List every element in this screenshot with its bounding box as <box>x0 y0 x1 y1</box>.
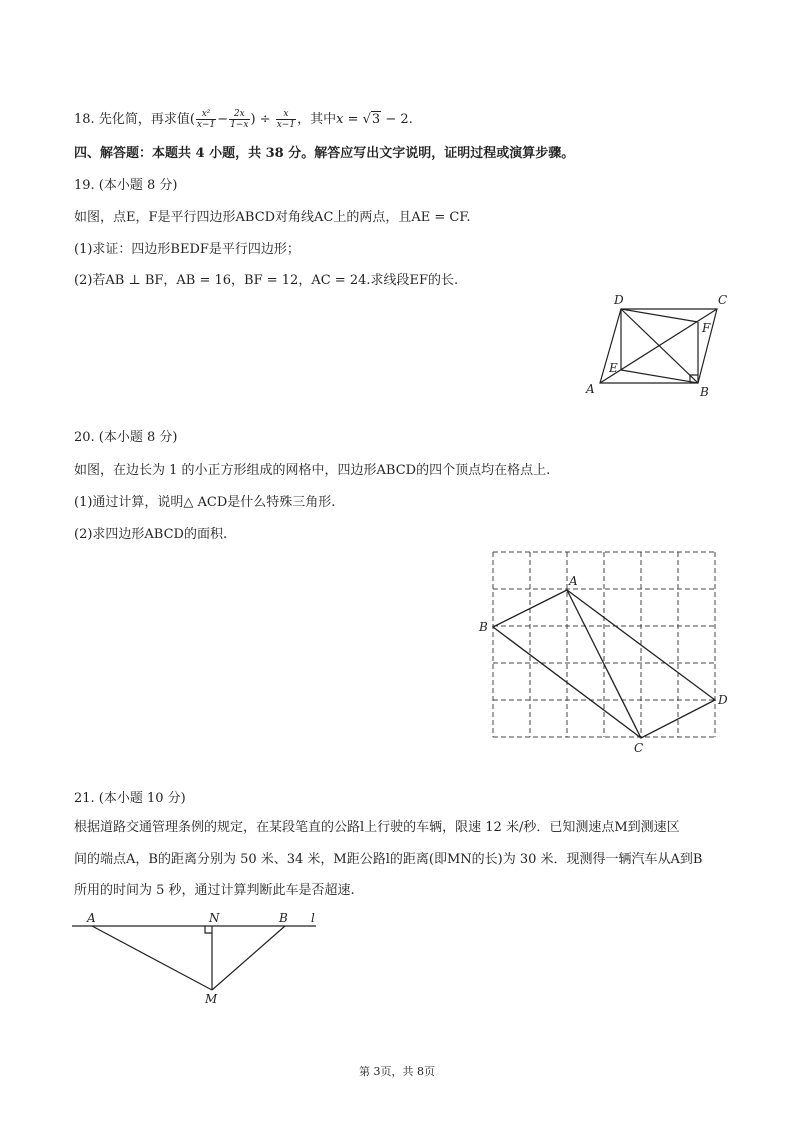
q19-part2: (2)若AB ⊥ BF，AB = 16，BF = 12，AC = 24.求线段EF的长. <box>74 273 459 288</box>
q21-line2: 间的端点A，B的距离分别为 50 米、34 米，M距公路l的距离(即MN的长)为 30 米．现测得一辆汽车从A到B <box>74 852 703 867</box>
label-m: M <box>205 992 218 1006</box>
q19-stem: 如图，点E，F是平行四边形ABCD对角线AC上的两点，且AE = CF. <box>74 210 471 225</box>
label-d: D <box>614 293 624 307</box>
q21-header: 21. (本小题 10 分) <box>74 791 186 806</box>
q19-part1: (1)求证：四边形BEDF是平行四边形； <box>74 242 300 257</box>
page-footer: 第 3页，共 8页 <box>359 1065 435 1078</box>
label-c: C <box>634 741 644 755</box>
label-f: F <box>702 321 711 335</box>
q18-fraction-2: $\frac{2x}{1-x}$ <box>230 109 249 130</box>
label-n: N <box>209 911 220 925</box>
q18-line: 18. 先化简，再求值( $\frac{\text{x²}}{x-1}$ − $\frac{2x}{1-x}$ ) ÷ $\frac{x}{x-1}$ ，其中x = √3 − 2. <box>74 109 413 130</box>
q20-stem: 如图，在边长为 1 的小正方形组成的网格中，四边形ABCD的四个顶点均在格点上. <box>74 463 551 478</box>
label-b: B <box>700 385 709 399</box>
q19-header: 19. (本小题 8 分) <box>74 178 178 193</box>
sqrt-symbol: √ <box>362 112 371 127</box>
label-b: B <box>479 620 488 634</box>
label-a: A <box>569 574 578 588</box>
section-4-heading: 四、解答题：本题共 4 小题，共 38 分。解答应写出文字说明，证明过程或演算步骤。 <box>74 146 575 161</box>
label-a: A <box>87 911 96 925</box>
q18-number: 18. <box>74 112 95 127</box>
segment-am <box>92 926 212 990</box>
label-a: A <box>586 382 595 396</box>
q18-fraction-1: $\frac{\text{x²}}{x-1}$ <box>196 109 216 130</box>
label-d: D <box>718 693 728 707</box>
label-c: C <box>718 293 728 307</box>
q20-part2: (2)求四边形ABCD的面积. <box>74 527 228 542</box>
q18-prefix: 先化简，再求值( <box>98 112 195 127</box>
right-angle-mark <box>205 926 212 933</box>
q20-header: 20. (本小题 8 分) <box>74 430 178 445</box>
q21-line3: 所用的时间为 5 秒，通过计算判断此车是否超速. <box>74 883 355 898</box>
label-b: B <box>279 911 288 925</box>
q20-part1: (1)通过计算，说明△ ACD是什么特殊三角形. <box>74 495 336 510</box>
q18-fraction-3: $\frac{x}{x-1}$ <box>276 109 296 130</box>
label-e: E <box>609 361 618 375</box>
label-l: l <box>311 911 315 925</box>
q21-line1: 根据道路交通管理条例的规定，在某段笔直的公路l上行驶的车辆，限速 12 米/秒．已知测速点M到测速区 <box>74 820 680 835</box>
segment-bm <box>212 926 285 990</box>
